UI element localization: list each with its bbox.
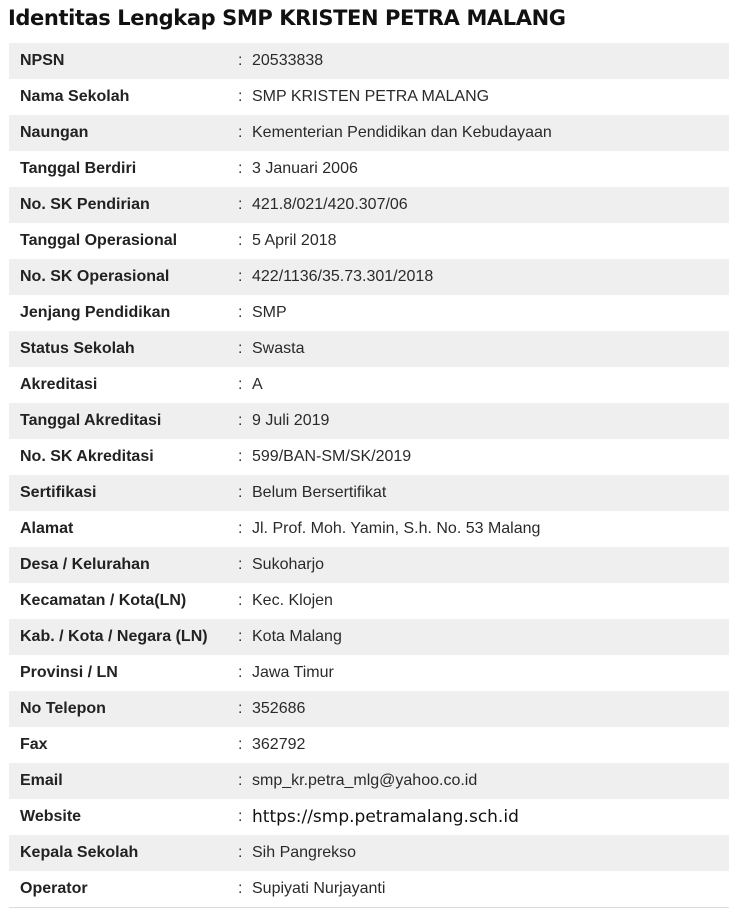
row-value: Jl. Prof. Moh. Yamin, S.h. No. 53 Malang (252, 511, 729, 547)
row-separator: : (238, 43, 252, 79)
row-telepon (9, 691, 729, 727)
row-label: Sertifikasi (9, 475, 238, 511)
row-value: Kota Malang (252, 619, 729, 655)
row-value: 352686 (252, 691, 729, 727)
row-separator: : (238, 727, 252, 763)
row-value: Supiyati Nurjayanti (252, 871, 729, 908)
row-fax (9, 727, 729, 763)
row-label: No. SK Akreditasi (9, 439, 238, 475)
row-separator: : (238, 691, 252, 727)
row-separator: : (238, 619, 252, 655)
row-value: Kec. Klojen (252, 583, 729, 619)
row-value: 421.8/021/420.307/06 (252, 187, 729, 223)
row-separator: : (238, 439, 252, 475)
row-naungan (9, 115, 729, 151)
row-separator: : (238, 547, 252, 583)
row-separator: : (238, 295, 252, 331)
row-separator: : (238, 403, 252, 439)
row-value: A (252, 367, 729, 403)
row-separator: : (238, 583, 252, 619)
row-value: Sih Pangrekso (252, 835, 729, 871)
row-value: 599/BAN-SM/SK/2019 (252, 439, 729, 475)
row-value: 3 Januari 2006 (252, 151, 729, 187)
row-separator: : (238, 259, 252, 295)
row-alamat (9, 511, 729, 547)
row-sk-pendirian (9, 187, 729, 223)
row-separator: : (238, 835, 252, 871)
row-separator: : (238, 799, 252, 835)
row-value: Belum Bersertifikat (252, 475, 729, 511)
row-separator: : (238, 223, 252, 259)
row-label: Status Sekolah (9, 331, 238, 367)
row-npsn (9, 43, 729, 79)
row-value: Jawa Timur (252, 655, 729, 691)
row-separator: : (238, 151, 252, 187)
row-sk-operasional (9, 259, 729, 295)
row-kepala-sekolah (9, 835, 729, 871)
row-separator: : (238, 115, 252, 151)
row-label: Nama Sekolah (9, 79, 238, 115)
row-value: SMP KRISTEN PETRA MALANG (252, 79, 729, 115)
row-operator (9, 871, 729, 908)
row-separator: : (238, 475, 252, 511)
row-value: 5 April 2018 (252, 223, 729, 259)
row-value: 20533838 (252, 43, 729, 79)
row-label: Email (9, 763, 238, 799)
row-value: Swasta (252, 331, 729, 367)
row-label: No Telepon (9, 691, 238, 727)
row-label: Tanggal Operasional (9, 223, 238, 259)
row-label: Desa / Kelurahan (9, 547, 238, 583)
website-link[interactable]: https://smp.petramalang.sch.id (252, 799, 729, 835)
row-separator: : (238, 511, 252, 547)
row-separator: : (238, 79, 252, 115)
row-label: Naungan (9, 115, 238, 151)
row-label: Tanggal Berdiri (9, 151, 238, 187)
row-separator: : (238, 331, 252, 367)
row-sk-akreditasi (9, 439, 729, 475)
row-tanggal-akreditasi (9, 403, 729, 439)
row-separator: : (238, 367, 252, 403)
row-value: 362792 (252, 727, 729, 763)
row-label: Jenjang Pendidikan (9, 295, 238, 331)
email-value: smp_kr.petra_mlg@yahoo.co.id (252, 763, 729, 799)
row-separator: : (238, 763, 252, 799)
row-value: 9 Juli 2019 (252, 403, 729, 439)
row-jenjang-pendidikan (9, 295, 729, 331)
row-label: No. SK Pendirian (9, 187, 238, 223)
row-tanggal-berdiri (9, 151, 729, 187)
row-website (9, 799, 729, 835)
row-desa-kelurahan (9, 547, 729, 583)
row-label: Operator (9, 871, 238, 908)
row-value: Kementerian Pendidikan dan Kebudayaan (252, 115, 729, 151)
row-akreditasi (9, 367, 729, 403)
row-value: Sukoharjo (252, 547, 729, 583)
page-title: Identitas Lengkap SMP KRISTEN PETRA MALANG (8, 6, 566, 30)
row-separator: : (238, 187, 252, 223)
row-status-sekolah (9, 331, 729, 367)
row-kabupaten-kota (9, 619, 729, 655)
row-label: Fax (9, 727, 238, 763)
row-label: Website (9, 799, 238, 835)
row-label: Alamat (9, 511, 238, 547)
row-provinsi (9, 655, 729, 691)
row-value: 422/1136/35.73.301/2018 (252, 259, 729, 295)
row-label: Tanggal Akreditasi (9, 403, 238, 439)
row-nama-sekolah (9, 79, 729, 115)
row-label: Provinsi / LN (9, 655, 238, 691)
row-label: No. SK Operasional (9, 259, 238, 295)
row-kecamatan (9, 583, 729, 619)
row-sertifikasi (9, 475, 729, 511)
row-label: Akreditasi (9, 367, 238, 403)
row-value: SMP (252, 295, 729, 331)
row-separator: : (238, 655, 252, 691)
row-label: Kab. / Kota / Negara (LN) (9, 619, 238, 655)
row-tanggal-operasional (9, 223, 729, 259)
row-separator: : (238, 871, 252, 908)
row-label: Kecamatan / Kota(LN) (9, 583, 238, 619)
school-identity-table (9, 43, 729, 908)
row-label: Kepala Sekolah (9, 835, 238, 871)
row-email (9, 763, 729, 799)
row-label: NPSN (9, 43, 238, 79)
